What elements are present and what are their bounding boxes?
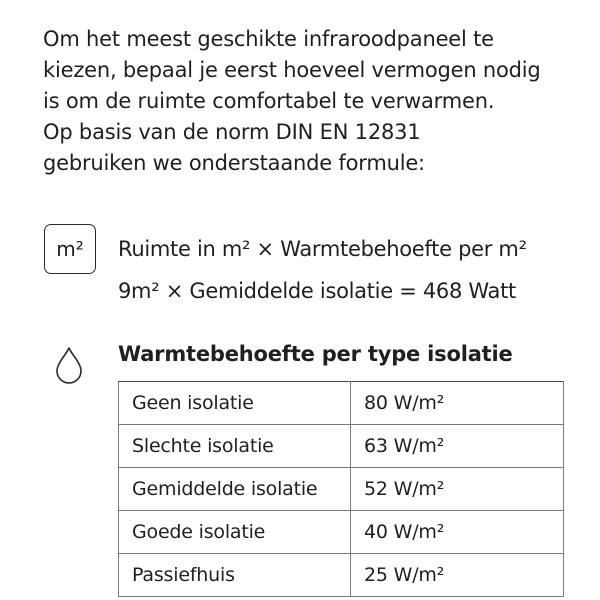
table-row <box>119 511 564 554</box>
insulation-type: Geen isolatie <box>119 382 351 425</box>
formula-definition: Ruimte in m² × Warmtebehoefte per m² <box>118 237 527 261</box>
insulation-table <box>118 381 564 597</box>
heat-demand-value: 52 W/m² <box>351 468 564 511</box>
drop-icon <box>54 346 84 384</box>
formula-example: 9m² × Gemiddelde isolatie = 468 Watt <box>118 279 516 303</box>
square-meter-icon <box>44 224 96 274</box>
intro-line: Om het meest geschikte infraroodpaneel te <box>43 27 494 51</box>
insulation-type: Passiefhuis <box>119 554 351 597</box>
insulation-type: Gemiddelde isolatie <box>119 468 351 511</box>
heat-demand-value: 25 W/m² <box>351 554 564 597</box>
intro-line: gebruiken we onderstaande formule: <box>43 151 425 175</box>
table-row <box>119 382 564 425</box>
insulation-type: Goede isolatie <box>119 511 351 554</box>
table-row <box>119 468 564 511</box>
heat-demand-value: 80 W/m² <box>351 382 564 425</box>
heat-demand-value: 40 W/m² <box>351 511 564 554</box>
intro-line: kiezen, bepaal je eerst hoeveel vermogen nodig <box>43 58 541 82</box>
intro-text <box>43 24 583 179</box>
table-row <box>119 425 564 468</box>
intro-line: is om de ruimte comfortabel te verwarmen. <box>43 89 495 113</box>
insulation-type: Slechte isolatie <box>119 425 351 468</box>
square-meter-label: m² <box>56 237 84 261</box>
intro-line: Op basis van de norm DIN EN 12831 <box>43 120 421 144</box>
table-row <box>119 554 564 597</box>
heat-demand-value: 63 W/m² <box>351 425 564 468</box>
table-title: Warmtebehoefte per type isolatie <box>118 342 513 366</box>
formula <box>118 228 527 312</box>
